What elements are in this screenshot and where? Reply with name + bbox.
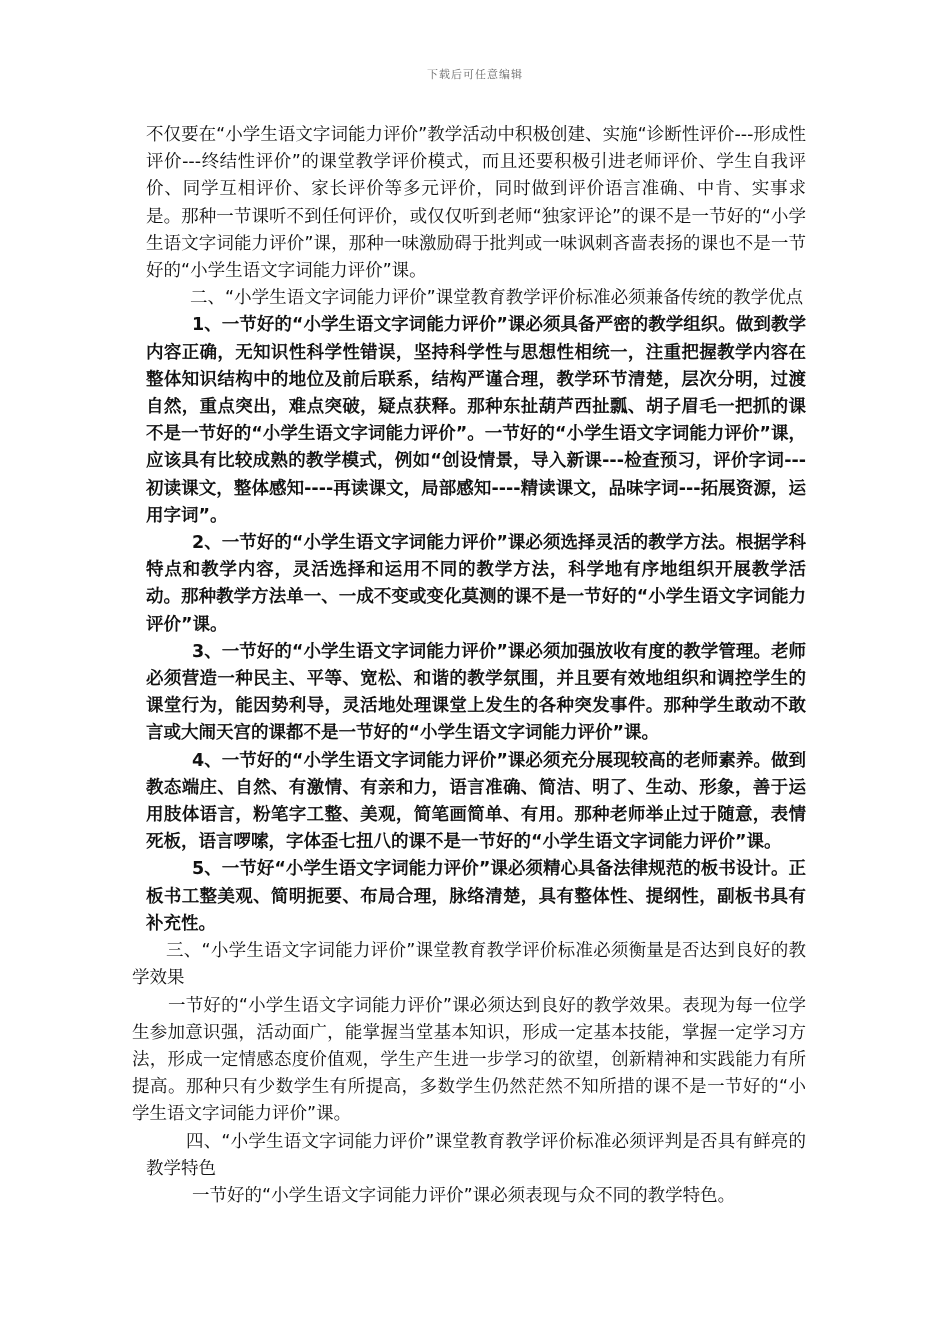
section-heading-2: 二、“小学生语文字词能力评价”课堂教育教学评价标准必须兼备传统的教学优点 <box>190 288 804 309</box>
section-heading-3: 三、“小学生语文字词能力评价”课堂教育教学评价标准必须衡量是否达到良好的教学效果 <box>132 941 806 989</box>
paragraph-point-2: 2、一节好的“小学生语文字词能力评价”课必须选择灵活的教学方法。根据学科特点和教学内容，灵活选择和运用不同的教学方法，科学地有序地组织开展教学活动。那种教学方法单一、一成不变或变化莫测的课不是一节好的“小学生语文字词能力评价”课。 <box>146 533 806 635</box>
paragraph-point-1: 1、一节好的“小学生语文字词能力评价”课必须具备严密的教学组织。做到教学内容正确，无知识性科学性错误，坚持科学性与思想性相统一，注重把握教学内容在整体知识结构中的地位及前后联系，结构严谨合理，教学环节清楚，层次分明，过渡自然，重点突出，难点突破，疑点获释。那种东扯葫芦西扯瓢、胡子眉毛一把抓的课不是一节好的“小学生语文字词能力评价”。一节好的“小学生语文字词能力评价”课，应该具有比较成熟的教学模式，例如“创设情景，导入新课---检查预习，评价字词---初读课文，整体感知----再读课文，局部感知----精读课文，品味字词---拓展资源，运用字词”。 <box>146 315 806 526</box>
page-header: 下载后可任意编辑 <box>427 68 523 81</box>
document-body <box>132 122 806 1210</box>
paragraph-feature: 一节好的“小学生语文字词能力评价”课必须表现与众不同的教学特色。 <box>192 1185 736 1206</box>
paragraph-point-3: 3、一节好的“小学生语文字词能力评价”课必须加强放收有度的教学管理。老师必须营造一种民主、平等、宽松、和谐的教学氛围，并且要有效地组织和调控学生的课堂行为，能因势利导，灵活地处理课堂上发生的各种突发事件。那种学生敢动不敢言或大闹天宫的课都不是一节好的“小学生语文字词能力评价”课。 <box>146 641 806 744</box>
paragraph-intro: 不仅要在“小学生语文字词能力评价”教学活动中积极创建、实施“诊断性评价---形成性评价---终结性评价”的课堂教学评价模式，而且还要积极引进老师评价、学生自我评价、同学互相评价、家长评价等多元评价，同时做到评价语言准确、中肯、实事求是。那种一节课听不到任何评价，或仅仅听到老师“独家评论”的课不是一节好的“小学生语文字词能力评价”课，那种一味激励碍于批判或一味讽刺吝啬表扬的课也不是一节好的“小学生语文字词能力评价”课。 <box>146 125 806 282</box>
paragraph-effect: 一节好的“小学生语文字词能力评价”课必须达到良好的教学效果。表现为每一位学生参加意识强，活动面广，能掌握当堂基本知识，形成一定基本技能，掌握一定学习方法，形成一定情感态度价值观，学生产生进一步学习的欲望，创新精神和实践能力有所提高。那种只有少数学生有所提高，多数学生仍然茫然不知所措的课不是一节好的“小学生语文字词能力评价”课。 <box>132 995 806 1125</box>
section-heading-4: 四、“小学生语文字词能力评价”课堂教育教学评价标准必须评判是否具有鲜亮的教学特色 <box>146 1131 806 1179</box>
paragraph-point-5: 5、一节好“小学生语文字词能力评价”课必须精心具备法律规范的板书设计。正板书工整美观、简明扼要、布局合理，脉络清楚，具有整体性、提纲性，副板书具有补充性。 <box>146 859 806 934</box>
paragraph-point-4: 4、一节好的“小学生语文字词能力评价”课必须充分展现较高的老师素养。做到教态端庄、自然、有激情、有亲和力，语言准确、简洁、明了、生动、形象，善于运用肢体语言，粉笔字工整、美观，简笔画简单、有用。那种老师举止过于随意，表情死板，语言啰嗦，字体歪七扭八的课不是一节好的“小学生语文字词能力评价”课。 <box>146 750 806 853</box>
